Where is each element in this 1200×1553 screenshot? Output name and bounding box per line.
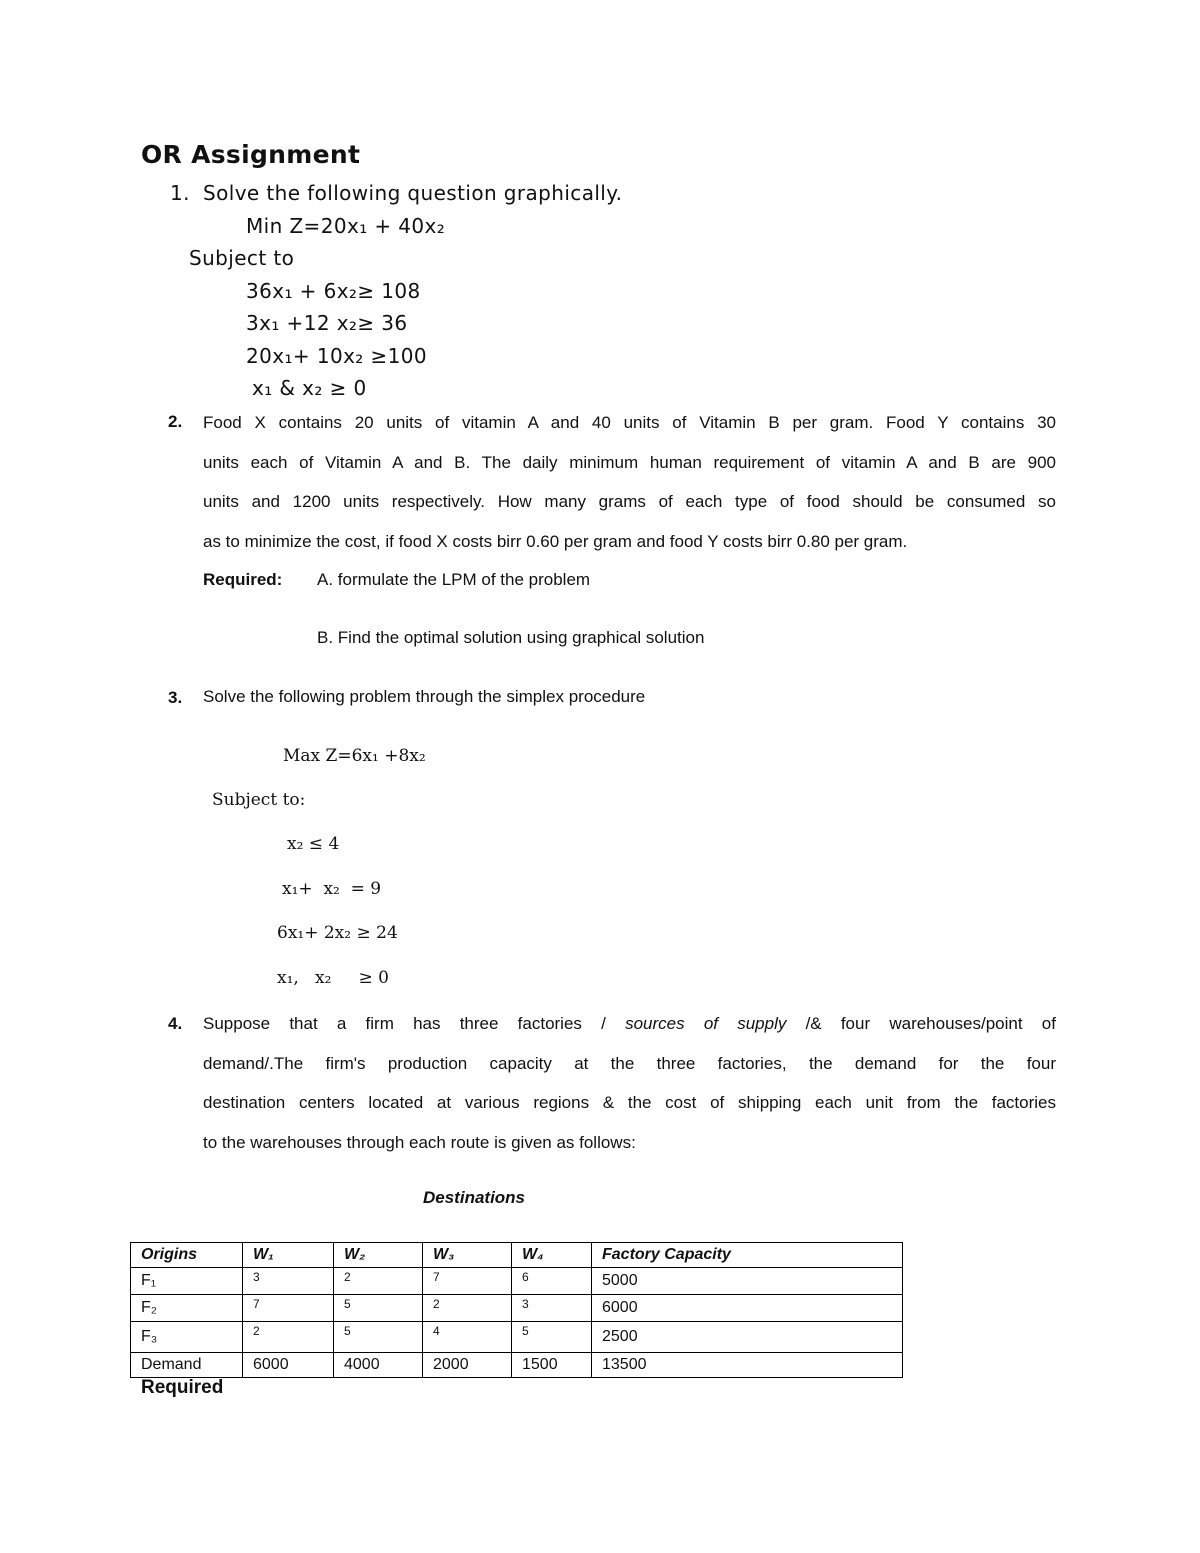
table-header-cell: W₂ (334, 1243, 423, 1268)
table-cell: 13500 (592, 1353, 903, 1378)
q1-constraint-4: x₁ & x₂ ≥ 0 (252, 376, 367, 400)
table-row (131, 1268, 903, 1295)
table-header-cell: W₃ (423, 1243, 512, 1268)
q3-text: Solve the following problem through the simplex procedure (203, 687, 646, 706)
q3-number: 3. (168, 688, 183, 707)
table-cell: 6000 (592, 1295, 903, 1322)
q4-paragraph (203, 1004, 1056, 1162)
table-cell: 5 (512, 1322, 592, 1353)
table-header-row (131, 1243, 903, 1268)
table-cell: 5 (334, 1295, 423, 1322)
q1-constraint-2: 3x₁ +12 x₂≥ 36 (246, 311, 408, 335)
table-cell: 6000 (243, 1353, 334, 1378)
q2-line-2: units each of Vitamin A and B. The daily minimum human requirement of vitamin A and B are 900 (203, 452, 1056, 472)
q3-constraint-3: 6x₁+ 2x₂ ≥ 24 (277, 923, 398, 943)
q4-line-2: demand/.The firm's production capacity at the three factories, the demand for the four (203, 1053, 1056, 1073)
q4-number: 4. (168, 1014, 183, 1033)
q2-part-a: A. formulate the LPM of the problem (317, 570, 591, 589)
q1-objective: Min Z=20x₁ + 40x₂ (246, 214, 446, 238)
table-row (131, 1353, 903, 1378)
q3-subject-to: Subject to: (212, 790, 306, 810)
q2-line-3: units and 1200 units respectively. How many grams of each type of food should be consumed so (203, 492, 1056, 511)
table-cell: 2 (423, 1295, 512, 1322)
q3-constraint-4: x₁, x₂ ≥ 0 (277, 968, 389, 988)
q2-part-b: B. Find the optimal solution using graphical solution (317, 628, 705, 647)
table-caption: Destinations (423, 1188, 526, 1207)
q1-subject-to: Subject to (189, 246, 295, 270)
table-cell: 2 (334, 1268, 423, 1295)
table-cell: F₂ (131, 1295, 243, 1322)
table-header-cell: W₁ (243, 1243, 334, 1268)
q1-constraint-3: 20x₁+ 10x₂ ≥100 (246, 344, 428, 368)
q4-line-1-italic: sources of supply (625, 1014, 787, 1033)
q4-line-1-pre: Suppose that a firm has three factories / (203, 1014, 606, 1033)
page-title: OR Assignment (141, 140, 361, 169)
table-header-cell: Origins (131, 1243, 243, 1268)
table-cell: 3 (243, 1268, 334, 1295)
table-cell: F₃ (131, 1322, 243, 1353)
q4-line-1 (203, 1004, 1056, 1044)
table-cell: 4 (423, 1322, 512, 1353)
table-cell: 4000 (334, 1353, 423, 1378)
q2-line-4: as to minimize the cost, if food X costs birr 0.60 per gram and food Y costs birr 0.80 per gram. (203, 531, 908, 551)
q1-number: 1. (170, 181, 190, 205)
table-cell: 6 (512, 1268, 592, 1295)
q3-constraint-2: x₁+ x₂ = 9 (282, 879, 382, 899)
q2-required-label: Required: (203, 570, 283, 589)
q3-objective: Max Z=6x₁ +8x₂ (283, 746, 426, 766)
table-cell: 2500 (592, 1322, 903, 1353)
q4-line-1-post: /& four warehouses/point of (805, 1014, 1056, 1033)
table-header-cell: Factory Capacity (592, 1243, 903, 1268)
q1-constraint-1: 36x₁ + 6x₂≥ 108 (246, 279, 421, 303)
q1-text: Solve the following question graphically. (203, 181, 623, 205)
table-cell: 3 (512, 1295, 592, 1322)
table-cell: 1500 (512, 1353, 592, 1378)
table-cell: Demand (131, 1353, 243, 1378)
table-row (131, 1295, 903, 1322)
transport-table (130, 1242, 903, 1378)
q2-line-1: Food X contains 20 units of vitamin A and 40 units of Vitamin B per gram. Food Y contains 30 (203, 413, 1056, 432)
table-cell: 5 (334, 1322, 423, 1353)
q4-required-label: Required (141, 1377, 224, 1398)
q4-line-3: destination centers located at various regions & the cost of shipping each unit from the factories (203, 1093, 1056, 1112)
table-cell: 2000 (423, 1353, 512, 1378)
table-cell: 5000 (592, 1268, 903, 1295)
table-cell: F₁ (131, 1268, 243, 1295)
q4-line-4: to the warehouses through each route is given as follows: (203, 1132, 636, 1152)
q2-paragraph (203, 403, 1056, 561)
table-cell: 7 (423, 1268, 512, 1295)
table-cell: 7 (243, 1295, 334, 1322)
table-header-cell: W₄ (512, 1243, 592, 1268)
q3-constraint-1: x₂ ≤ 4 (287, 834, 340, 854)
table-row (131, 1322, 903, 1353)
q2-number: 2. (168, 412, 183, 431)
table-cell: 2 (243, 1322, 334, 1353)
